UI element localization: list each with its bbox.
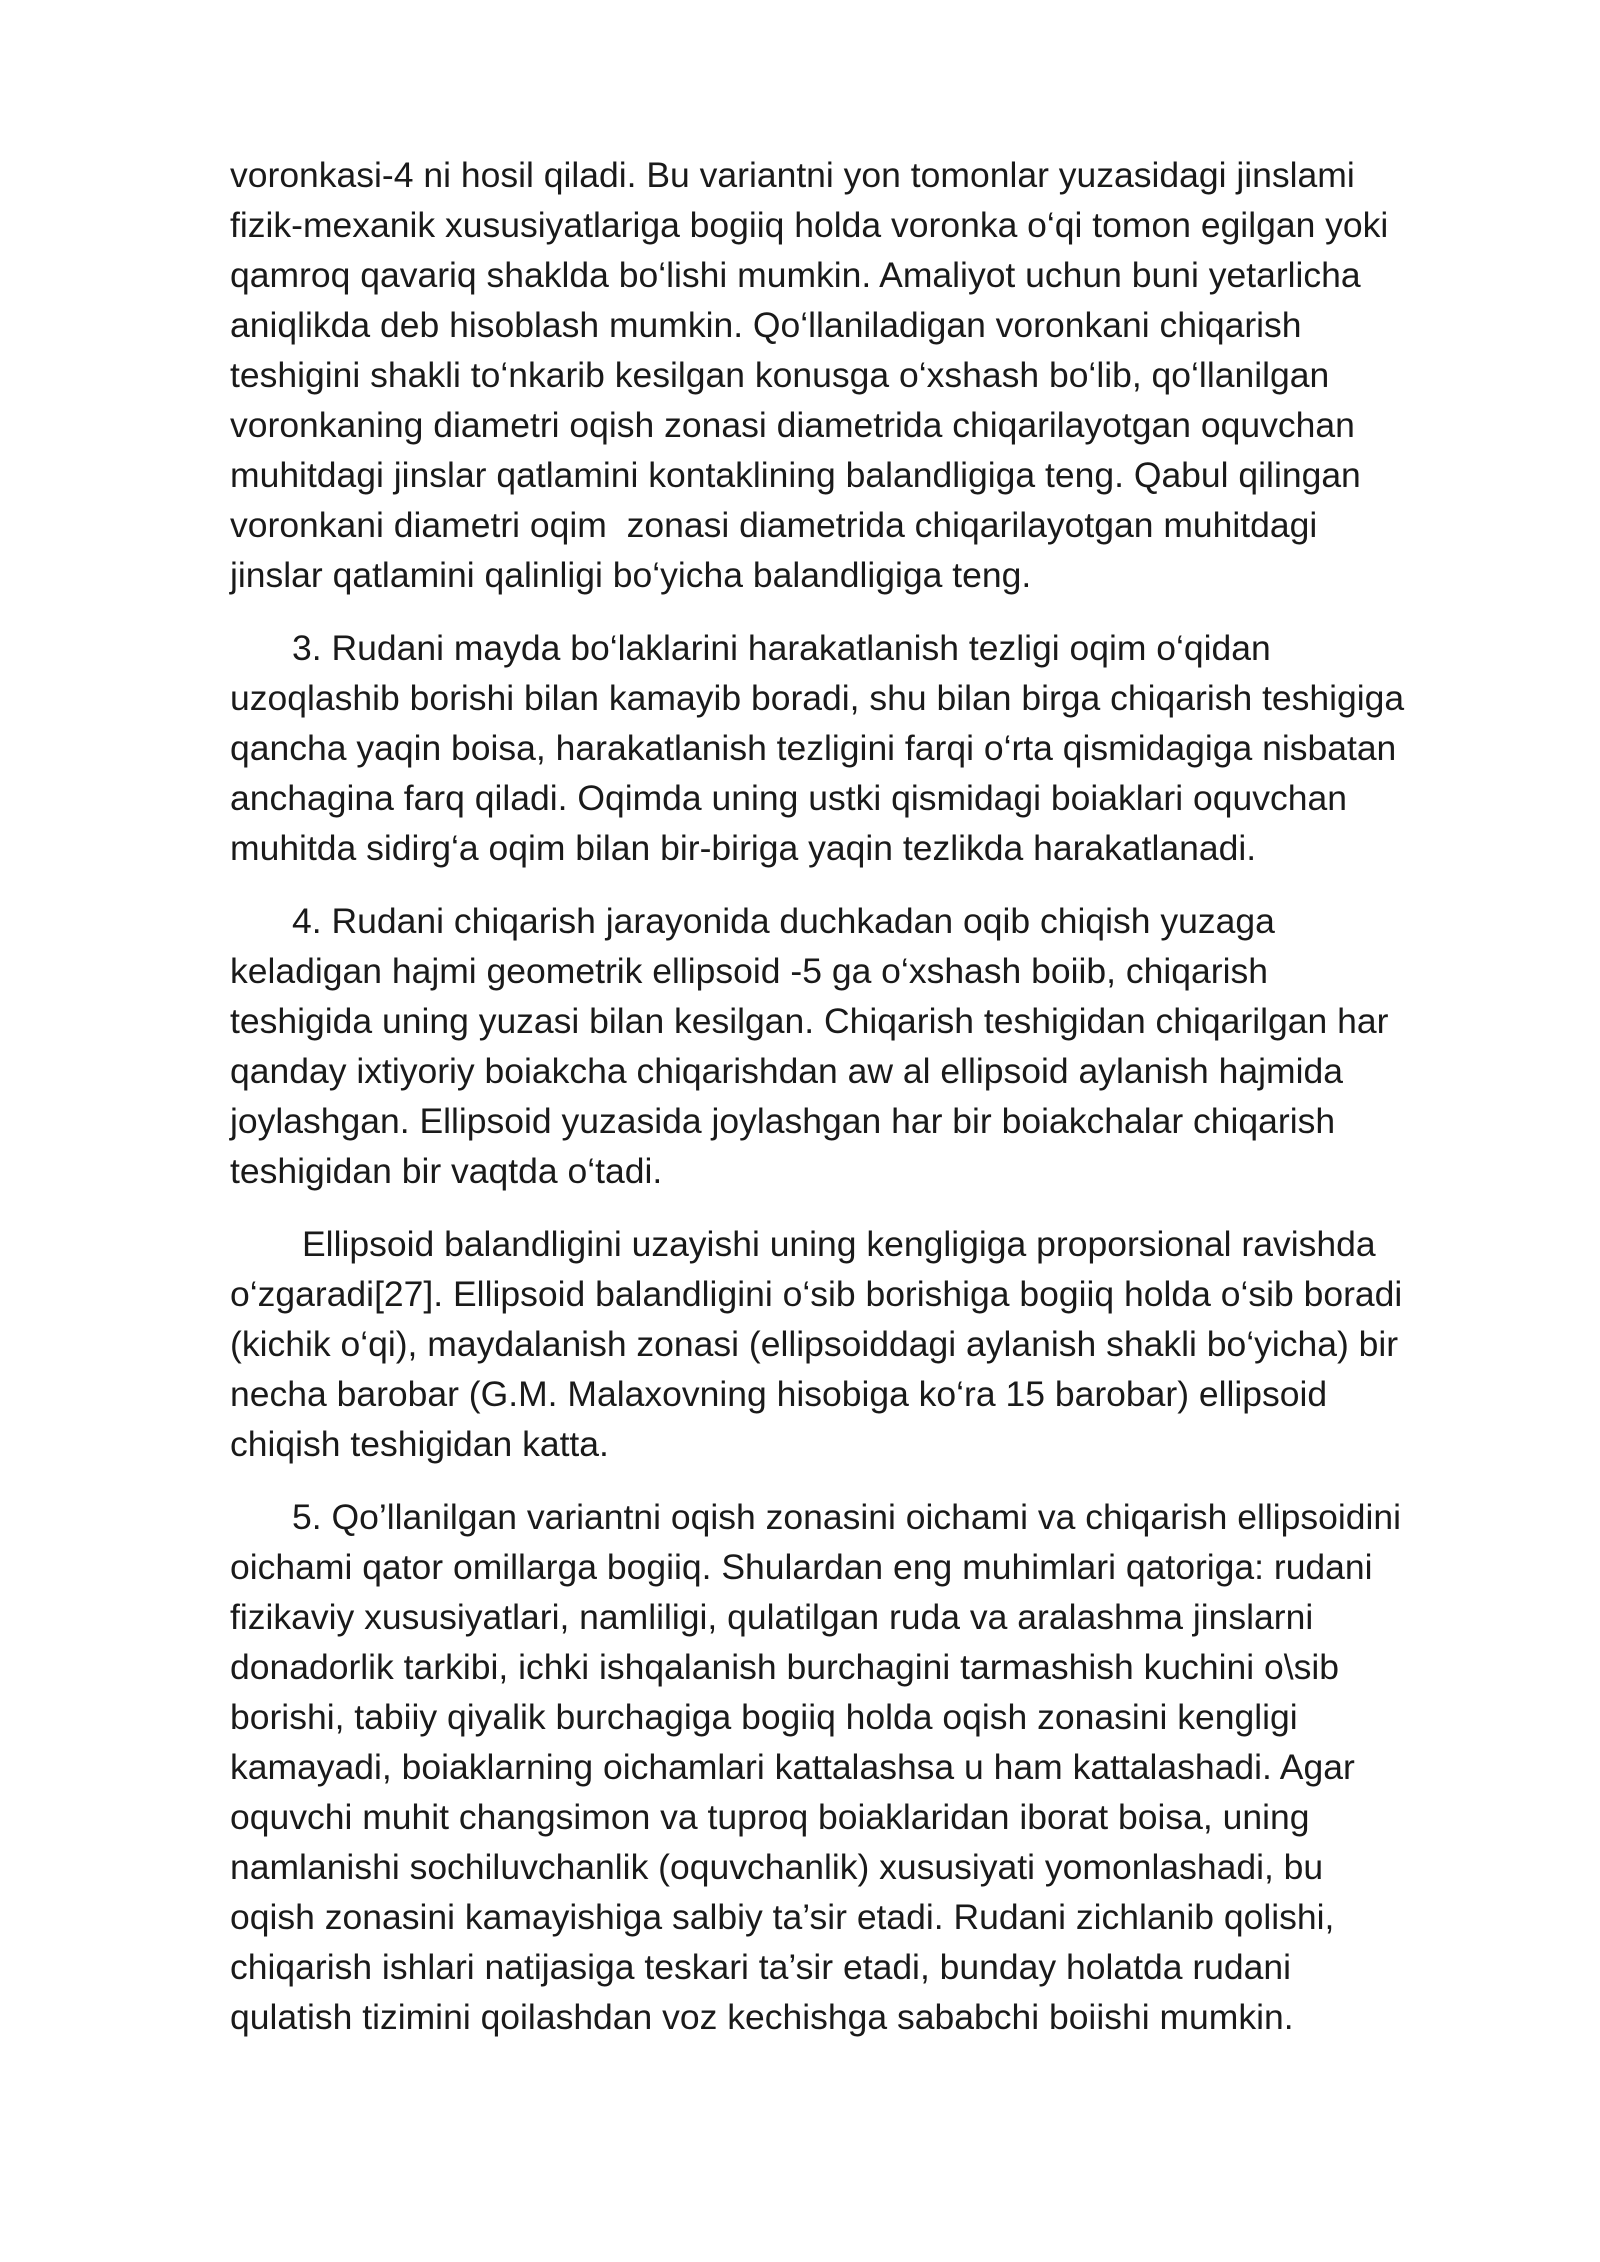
text-line: teshigini shakli to‘nkarib kesilgan konusga o‘xshash bo‘lib, qo‘llanilgan (230, 355, 1330, 395)
text-line: Ellipsoid balandligini uzayishi uning kengligiga proporsional ravishda (302, 1224, 1376, 1264)
paragraph-voronka (230, 150, 1490, 600)
text-line: teshigida uning yuzasi bilan kesilgan. Chiqarish teshigidan chiqarilgan har (230, 1001, 1389, 1041)
text-line: fizik-mexanik xususiyatlariga bogiiq holda voronka o‘qi tomon egilgan yoki (230, 205, 1389, 245)
text-line: muhitdagi jinslar qatlamini kontaklining balandligiga teng. Qabul qilingan (230, 455, 1361, 495)
text-line: voronkani diametri oqim zonasi diametrida chiqarilayotgan muhitdagi (230, 505, 1318, 545)
text-line: 3. Rudani mayda bo‘laklarini harakatlanish tezligi oqim o‘qidan (292, 628, 1271, 668)
text-line: voronkaning diametri oqish zonasi diametrida chiqarilayotgan oquvchan (230, 405, 1355, 445)
text-line: anchagina farq qiladi. Oqimda uning ustki qismidagi boiaklari oquvchan (230, 778, 1347, 818)
text-line: borishi, tabiiy qiyalik burchagiga bogiiq holda oqish zonasini kengligi (230, 1697, 1298, 1737)
text-line: qanday ixtiyoriy boiakcha chiqarishdan aw al ellipsoid aylanish hajmida (230, 1051, 1343, 1091)
paragraph-item-5 (230, 1492, 1490, 2042)
text-line: oquvchi muhit changsimon va tuproq boiaklaridan iborat boisa, uning (230, 1797, 1310, 1837)
text-line: chiqarish ishlari natijasiga teskari ta’sir etadi, bunday holatda rudani (230, 1947, 1292, 1987)
text-line: 4. Rudani chiqarish jarayonida duchkadan oqib chiqish yuzaga (292, 901, 1275, 941)
text-line: o‘zgaradi[27]. Ellipsoid balandligini o‘sib borishiga bogiiq holda o‘sib boradi (230, 1274, 1403, 1314)
text-line: chiqish teshigidan katta. (230, 1424, 609, 1464)
text-line: qamroq qavariq shaklda bo‘lishi mumkin. Amaliyot uchun buni yetarlicha (230, 255, 1361, 295)
text-line: muhitda sidirg‘a oqim bilan bir-biriga yaqin tezlikda harakatlanadi. (230, 828, 1257, 868)
text-line: aniqlikda deb hisoblash mumkin. Qo‘llaniladigan voronkani chiqarish (230, 305, 1302, 345)
text-line: teshigidan bir vaqtda o‘tadi. (230, 1151, 663, 1191)
text-line: qancha yaqin boisa, harakatlanish tezligini farqi o‘rta qismidagiga nisbatan (230, 728, 1397, 768)
text-line: fizikaviy xususiyatlari, namliligi, qulatilgan ruda va aralashma jinslarni (230, 1597, 1314, 1637)
text-line: kamayadi, boiaklarning oichamlari kattalashsa u ham kattalashadi. Agar (230, 1747, 1355, 1787)
text-line: keladigan hajmi geometrik ellipsoid -5 ga o‘xshash boiib, chiqarish (230, 951, 1268, 991)
text-line: oqish zonasini kamayishiga salbiy ta’sir etadi. Rudani zichlanib qolishi, (230, 1897, 1335, 1937)
text-line: (kichik o‘qi), maydalanish zonasi (ellipsoiddagi aylanish shakli bo‘yicha) bir (230, 1324, 1399, 1364)
text-line: oichami qator omillarga bogiiq. Shulardan eng muhimlari qatoriga: rudani (230, 1547, 1373, 1587)
text-line: namlanishi sochiluvchanlik (oquvchanlik) xususiyati yomonlashadi, bu (230, 1847, 1324, 1887)
document-body (230, 150, 1490, 2065)
text-line: uzoqlashib borishi bilan kamayib boradi, shu bilan birga chiqarish teshigiga (230, 678, 1405, 718)
text-line: joylashgan. Ellipsoid yuzasida joylashgan har bir boiakchalar chiqarish (230, 1101, 1336, 1141)
text-line: qulatish tizimini qoilashdan voz kechishga sababchi boiishi mumkin. (230, 1997, 1294, 2037)
text-line: 5. Qo’llanilgan variantni oqish zonasini oichami va chiqarish ellipsoidini (292, 1497, 1401, 1537)
text-line: necha barobar (G.M. Malaxovning hisobiga ko‘ra 15 barobar) ellipsoid (230, 1374, 1328, 1414)
paragraph-item-4 (230, 896, 1490, 1196)
text-line: voronkasi-4 ni hosil qiladi. Bu variantni yon tomonlar yuzasidagi jinslami (230, 155, 1355, 195)
paragraph-ellipsoid (230, 1219, 1490, 1469)
paragraph-item-3 (230, 623, 1490, 873)
text-line: jinslar qatlamini qalinligi bo‘yicha balandligiga teng. (230, 555, 1032, 595)
text-line: donadorlik tarkibi, ichki ishqalanish burchagini tarmashish kuchini o\sib (230, 1647, 1339, 1687)
